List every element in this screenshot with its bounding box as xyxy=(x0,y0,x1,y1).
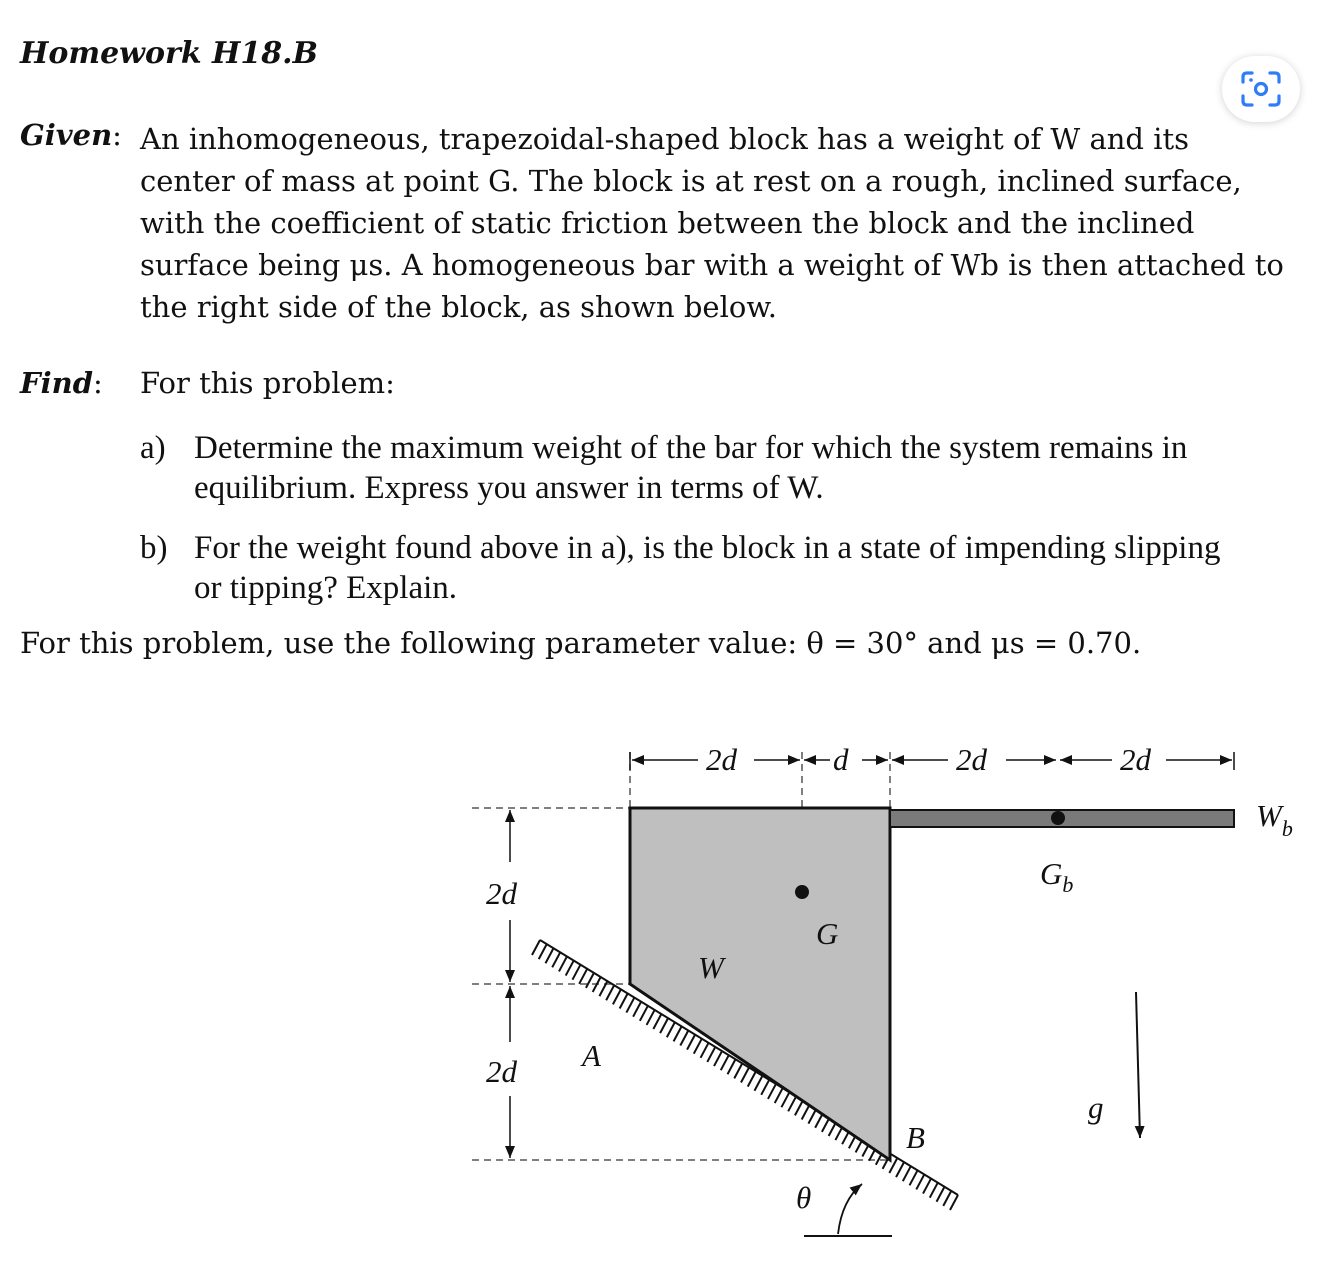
parameter-values: For this problem, use the following parameter value: θ = 30° and μs = 0.70. xyxy=(20,626,1142,660)
label-wb: $W_b$ xyxy=(1256,798,1293,841)
hatch-mark xyxy=(653,1014,661,1029)
bar-center-point xyxy=(1051,811,1065,825)
dim-label-2d: 2d xyxy=(956,742,987,777)
homework-title: Homework H18.B xyxy=(20,36,318,71)
center-of-mass-point xyxy=(795,885,809,899)
find-lead: For this problem: xyxy=(140,366,395,400)
item-line: or tipping? Explain. xyxy=(194,570,458,606)
hatch-mark xyxy=(714,1051,722,1066)
hatch-mark xyxy=(599,981,607,996)
hatch-mark xyxy=(896,1162,904,1177)
hatch-mark xyxy=(795,1100,803,1115)
label-gravity: g xyxy=(1088,1090,1104,1125)
hatch-mark xyxy=(606,985,614,1000)
hatch-mark xyxy=(586,973,594,988)
hatch-mark xyxy=(674,1026,682,1041)
hatch-mark xyxy=(788,1096,796,1111)
hatch-mark xyxy=(579,969,587,984)
dim-label-2d: 2d xyxy=(706,742,737,777)
given-line: center of mass at point G. The block is at rest on a rough, inclined surface, xyxy=(140,164,1242,198)
hatch-mark xyxy=(694,1039,702,1054)
height-label-2d: 2d xyxy=(486,1054,517,1089)
given-line: An inhomogeneous, trapezoidal-shaped block has a weight of W and its xyxy=(140,122,1190,156)
hatch-mark xyxy=(943,1191,951,1206)
height-label-2d: 2d xyxy=(486,876,517,911)
hatch-mark xyxy=(647,1010,655,1025)
hatch-mark xyxy=(707,1047,715,1062)
hatch-mark xyxy=(916,1174,924,1189)
hatch-mark xyxy=(775,1088,783,1103)
hatch-mark xyxy=(721,1055,729,1070)
hatch-mark xyxy=(667,1022,675,1037)
hatch-mark xyxy=(613,989,621,1004)
hatch-mark xyxy=(937,1187,945,1202)
hatch-mark xyxy=(566,961,574,976)
angle-arc xyxy=(838,1184,862,1234)
hatch-mark xyxy=(950,1195,958,1210)
label-w: W xyxy=(698,950,724,985)
trapezoid-block xyxy=(630,808,890,1160)
hatch-mark xyxy=(532,940,540,955)
hatch-mark xyxy=(781,1092,789,1107)
item-label: b) xyxy=(140,530,168,566)
hatch-mark xyxy=(552,952,560,967)
hatch-mark xyxy=(680,1030,688,1045)
hatch-mark xyxy=(802,1105,810,1120)
hatch-mark xyxy=(923,1179,931,1194)
hatch-mark xyxy=(660,1018,668,1033)
label-theta: θ xyxy=(796,1180,812,1215)
hatch-mark xyxy=(559,956,567,971)
hatch-mark xyxy=(754,1076,762,1091)
hatch-mark xyxy=(734,1063,742,1078)
item-line: For the weight found above in a), is the block in a state of impending slipping xyxy=(194,530,1221,566)
hatch-mark xyxy=(741,1068,749,1083)
label-a: A xyxy=(582,1038,601,1073)
hatch-mark xyxy=(626,998,634,1013)
item-line: equilibrium. Express you answer in terms of W. xyxy=(194,470,824,506)
label-g: G xyxy=(816,916,839,951)
hatch-mark xyxy=(687,1035,695,1050)
hatch-mark xyxy=(910,1170,918,1185)
dim-label-d: d xyxy=(833,742,849,777)
gravity-arrow xyxy=(1136,992,1140,1138)
hatch-mark xyxy=(620,993,628,1008)
hatch-mark xyxy=(761,1080,769,1095)
given-line: surface being μs. A homogeneous bar with a weight of Wb is then attached to xyxy=(140,248,1284,282)
hatch-mark xyxy=(930,1183,938,1198)
hatch-mark xyxy=(539,944,547,959)
given-label: Given: xyxy=(20,118,122,152)
given-line: the right side of the block, as shown below. xyxy=(140,290,777,324)
hatch-mark xyxy=(701,1043,709,1058)
hatch-mark xyxy=(903,1166,911,1181)
given-line: with the coefficient of static friction between the block and the inclined xyxy=(140,206,1195,240)
item-label: a) xyxy=(140,430,166,466)
label-gb: $G_b$ xyxy=(1040,856,1074,897)
item-line: Determine the maximum weight of the bar for which the system remains in xyxy=(194,430,1188,466)
dim-label-2d: 2d xyxy=(1120,742,1151,777)
hatch-mark xyxy=(545,948,553,963)
hatch-mark xyxy=(633,1002,641,1017)
hatch-mark xyxy=(572,965,580,980)
hatch-mark xyxy=(640,1006,648,1021)
hatch-mark xyxy=(768,1084,776,1099)
hatch-mark xyxy=(728,1059,736,1074)
hatch-mark xyxy=(748,1072,756,1087)
label-b: B xyxy=(906,1120,925,1155)
find-label: Find: xyxy=(20,366,103,400)
